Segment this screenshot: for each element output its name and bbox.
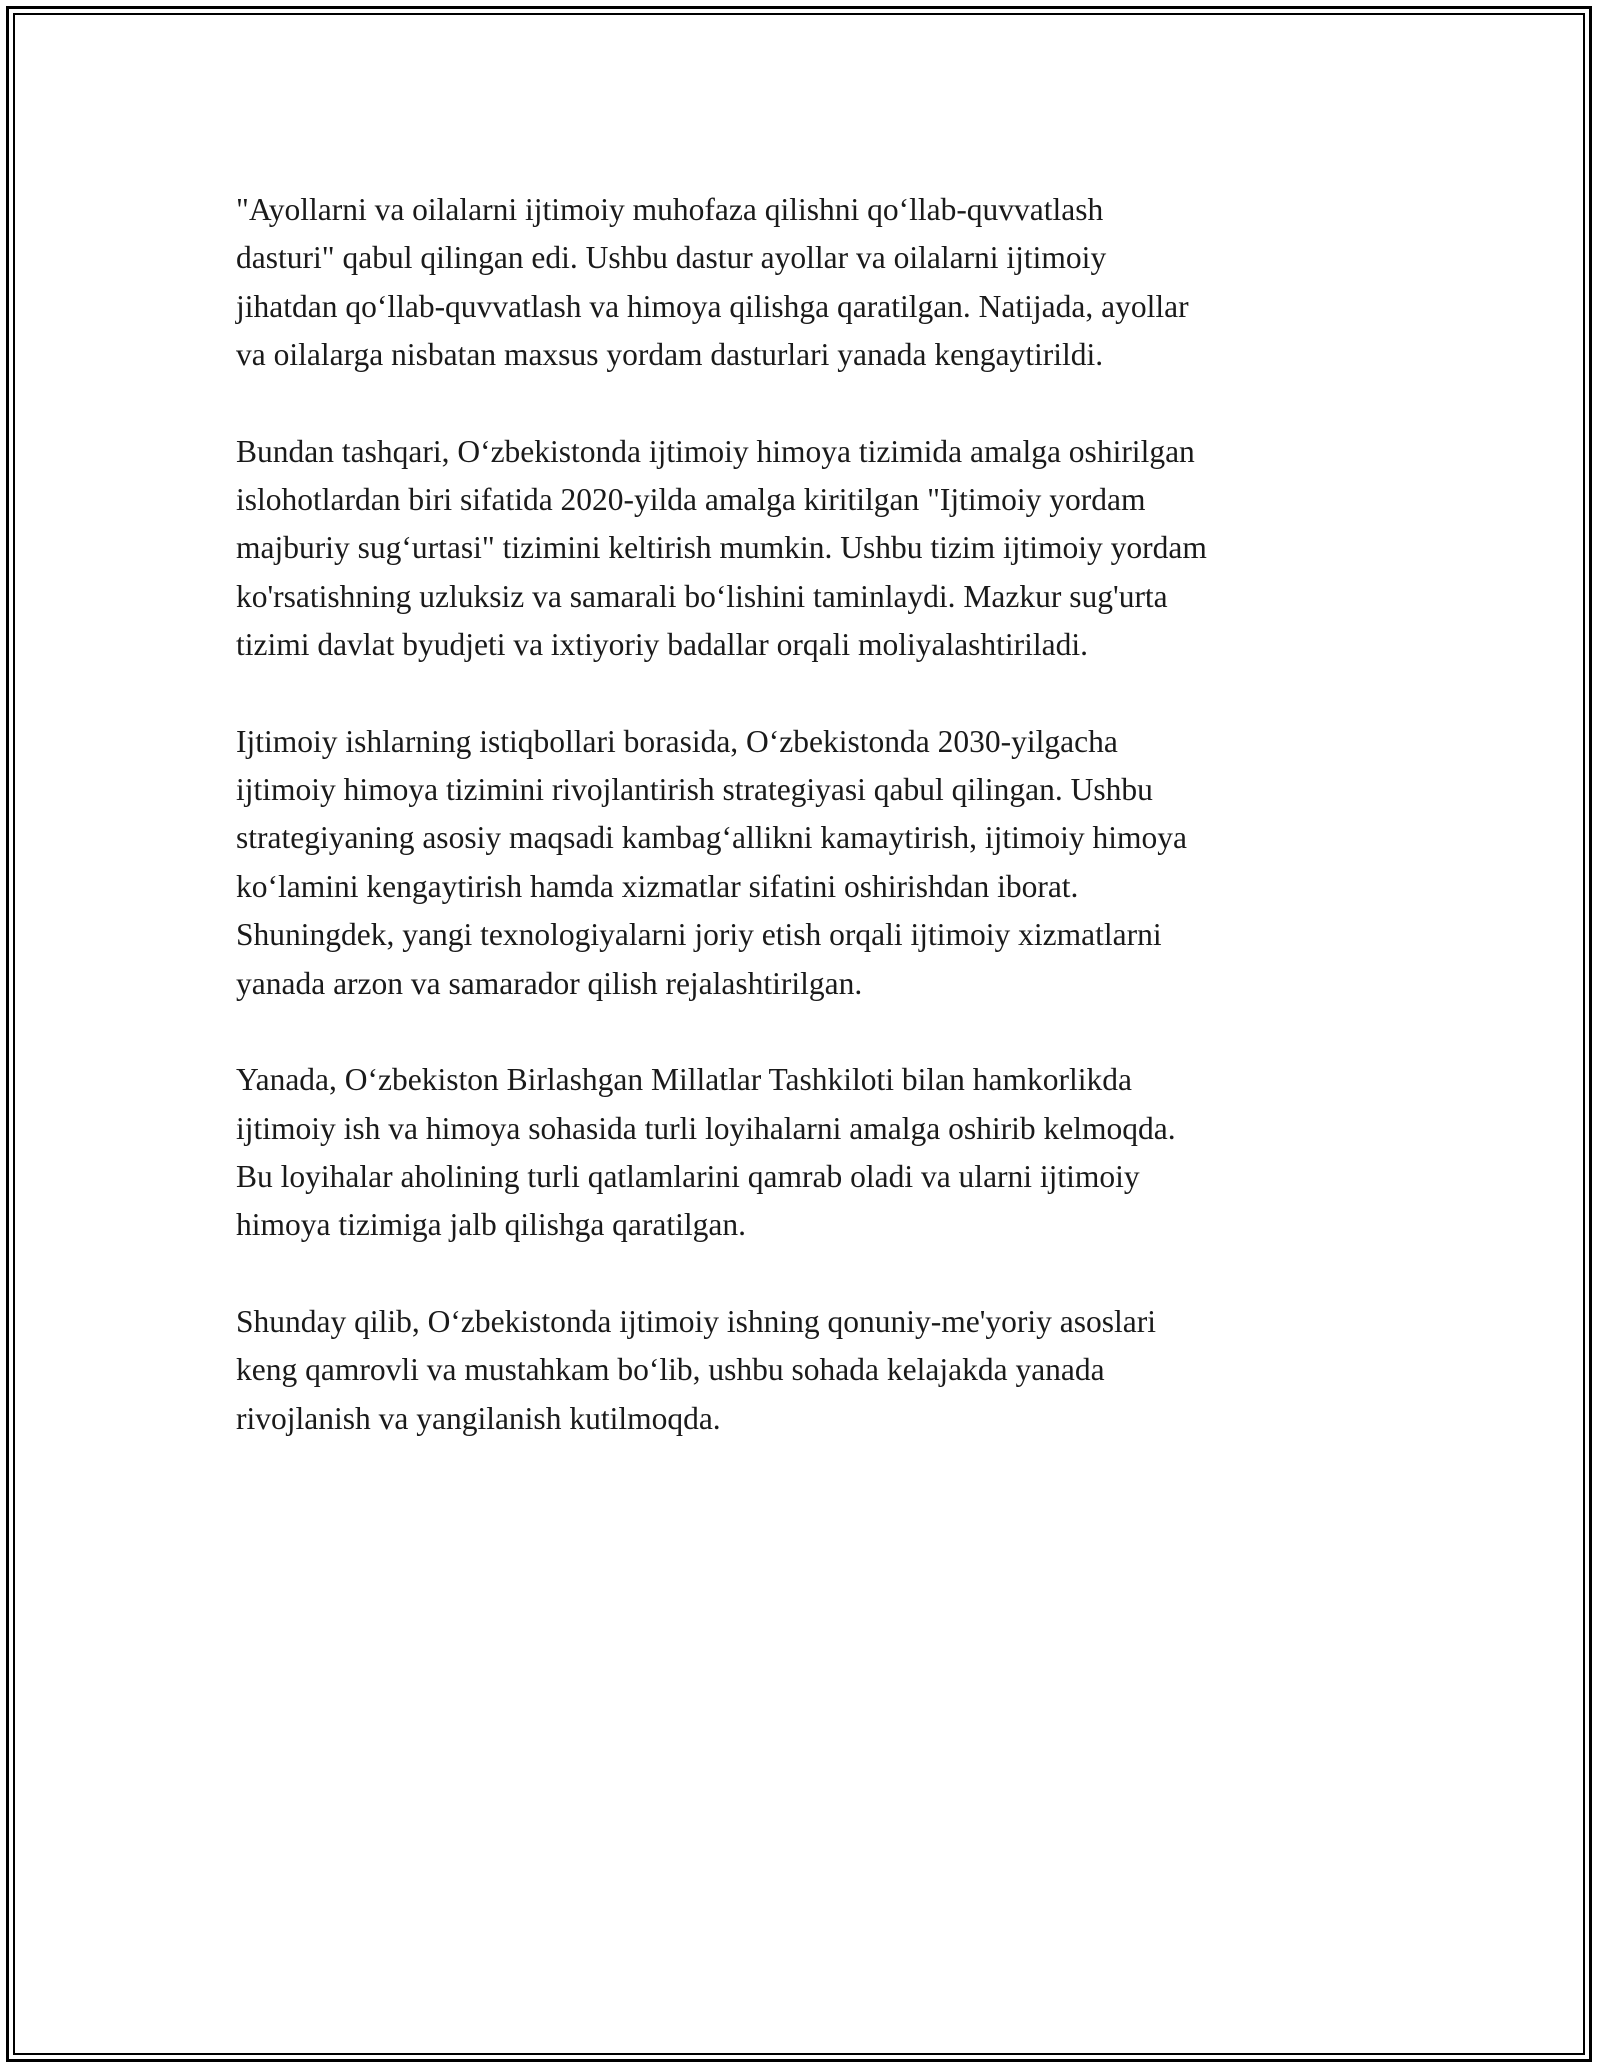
paragraph-3 <box>236 718 1376 1008</box>
paragraph-1 <box>236 186 1376 380</box>
paragraph-line: islohotlardan biri sifatida 2020-yilda amalga kiritilgan "Ijtimoiy yordam <box>236 482 1146 518</box>
paragraph-line: ijtimoiy ish va himoya sohasida turli loyihalarni amalga oshirib kelmoqda. <box>236 1110 1176 1146</box>
paragraph-line: ijtimoiy himoya tizimini rivojlantirish strategiyasi qabul qilingan. Ushbu <box>236 772 1153 808</box>
paragraph-line: Shunday qilib, O‘zbekistonda ijtimoiy ishning qonuniy-me'yoriy asoslari <box>236 1303 1156 1339</box>
paragraph-line: majburiy sug‘urtasi" tizimini keltirish mumkin. Ushbu tizim ijtimoiy yordam <box>236 530 1207 566</box>
paragraph-line: rivojlanish va yangilanish kutilmoqda. <box>236 1400 721 1436</box>
paragraph-line: Shuningdek, yangi texnologiyalarni joriy etish orqali ijtimoiy xizmatlarni <box>236 917 1162 953</box>
document-body <box>236 186 1376 1491</box>
paragraph-line: keng qamrovli va mustahkam bo‘lib, ushbu sohada kelajakda yanada <box>236 1352 1105 1388</box>
paragraph-line: Ijtimoiy ishlarning istiqbollari borasida, O‘zbekistonda 2030-yilgacha <box>236 723 1118 759</box>
paragraph-line: Bundan tashqari, O‘zbekistonda ijtimoiy himoya tizimida amalga oshirilgan <box>236 433 1195 469</box>
paragraph-2 <box>236 428 1376 670</box>
paragraph-line: Yanada, O‘zbekiston Birlashgan Millatlar Tashkiloti bilan hamkorlikda <box>236 1062 1132 1098</box>
paragraph-line: ko‘lamini kengaytirish hamda xizmatlar sifatini oshirishdan iborat. <box>236 868 1079 904</box>
paragraph-line: Bu loyihalar aholining turli qatlamlarini qamrab oladi va ularni ijtimoiy <box>236 1158 1140 1194</box>
paragraph-line: strategiyaning asosiy maqsadi kambag‘allikni kamaytirish, ijtimoiy himoya <box>236 820 1187 856</box>
paragraph-line: va oilalarga nisbatan maxsus yordam dasturlari yanada kengaytirildi. <box>236 337 1104 373</box>
paragraph-line: "Ayollarni va oilalarni ijtimoiy muhofaza qilishni qo‘llab-quvvatlash <box>236 192 1104 227</box>
paragraph-5 <box>236 1298 1376 1443</box>
paragraph-line: himoya tizimiga jalb qilishga qaratilgan. <box>236 1207 746 1243</box>
paragraph-line: tizimi davlat byudjeti va ixtiyoriy badallar orqali moliyalashtiriladi. <box>236 627 1089 663</box>
paragraph-4 <box>236 1056 1376 1250</box>
paragraph-line: yanada arzon va samarador qilish rejalashtirilgan. <box>236 965 863 1001</box>
paragraph-line: dasturi" qabul qilingan edi. Ushbu dastur ayollar va oilalarni ijtimoiy <box>236 240 1107 276</box>
paragraph-line: jihatdan qo‘llab-quvvatlash va himoya qilishga qaratilgan. Natijada, ayollar <box>236 288 1189 324</box>
paragraph-line: ko'rsatishning uzluksiz va samarali bo‘lishini taminlaydi. Mazkur sug'urta <box>236 578 1168 614</box>
